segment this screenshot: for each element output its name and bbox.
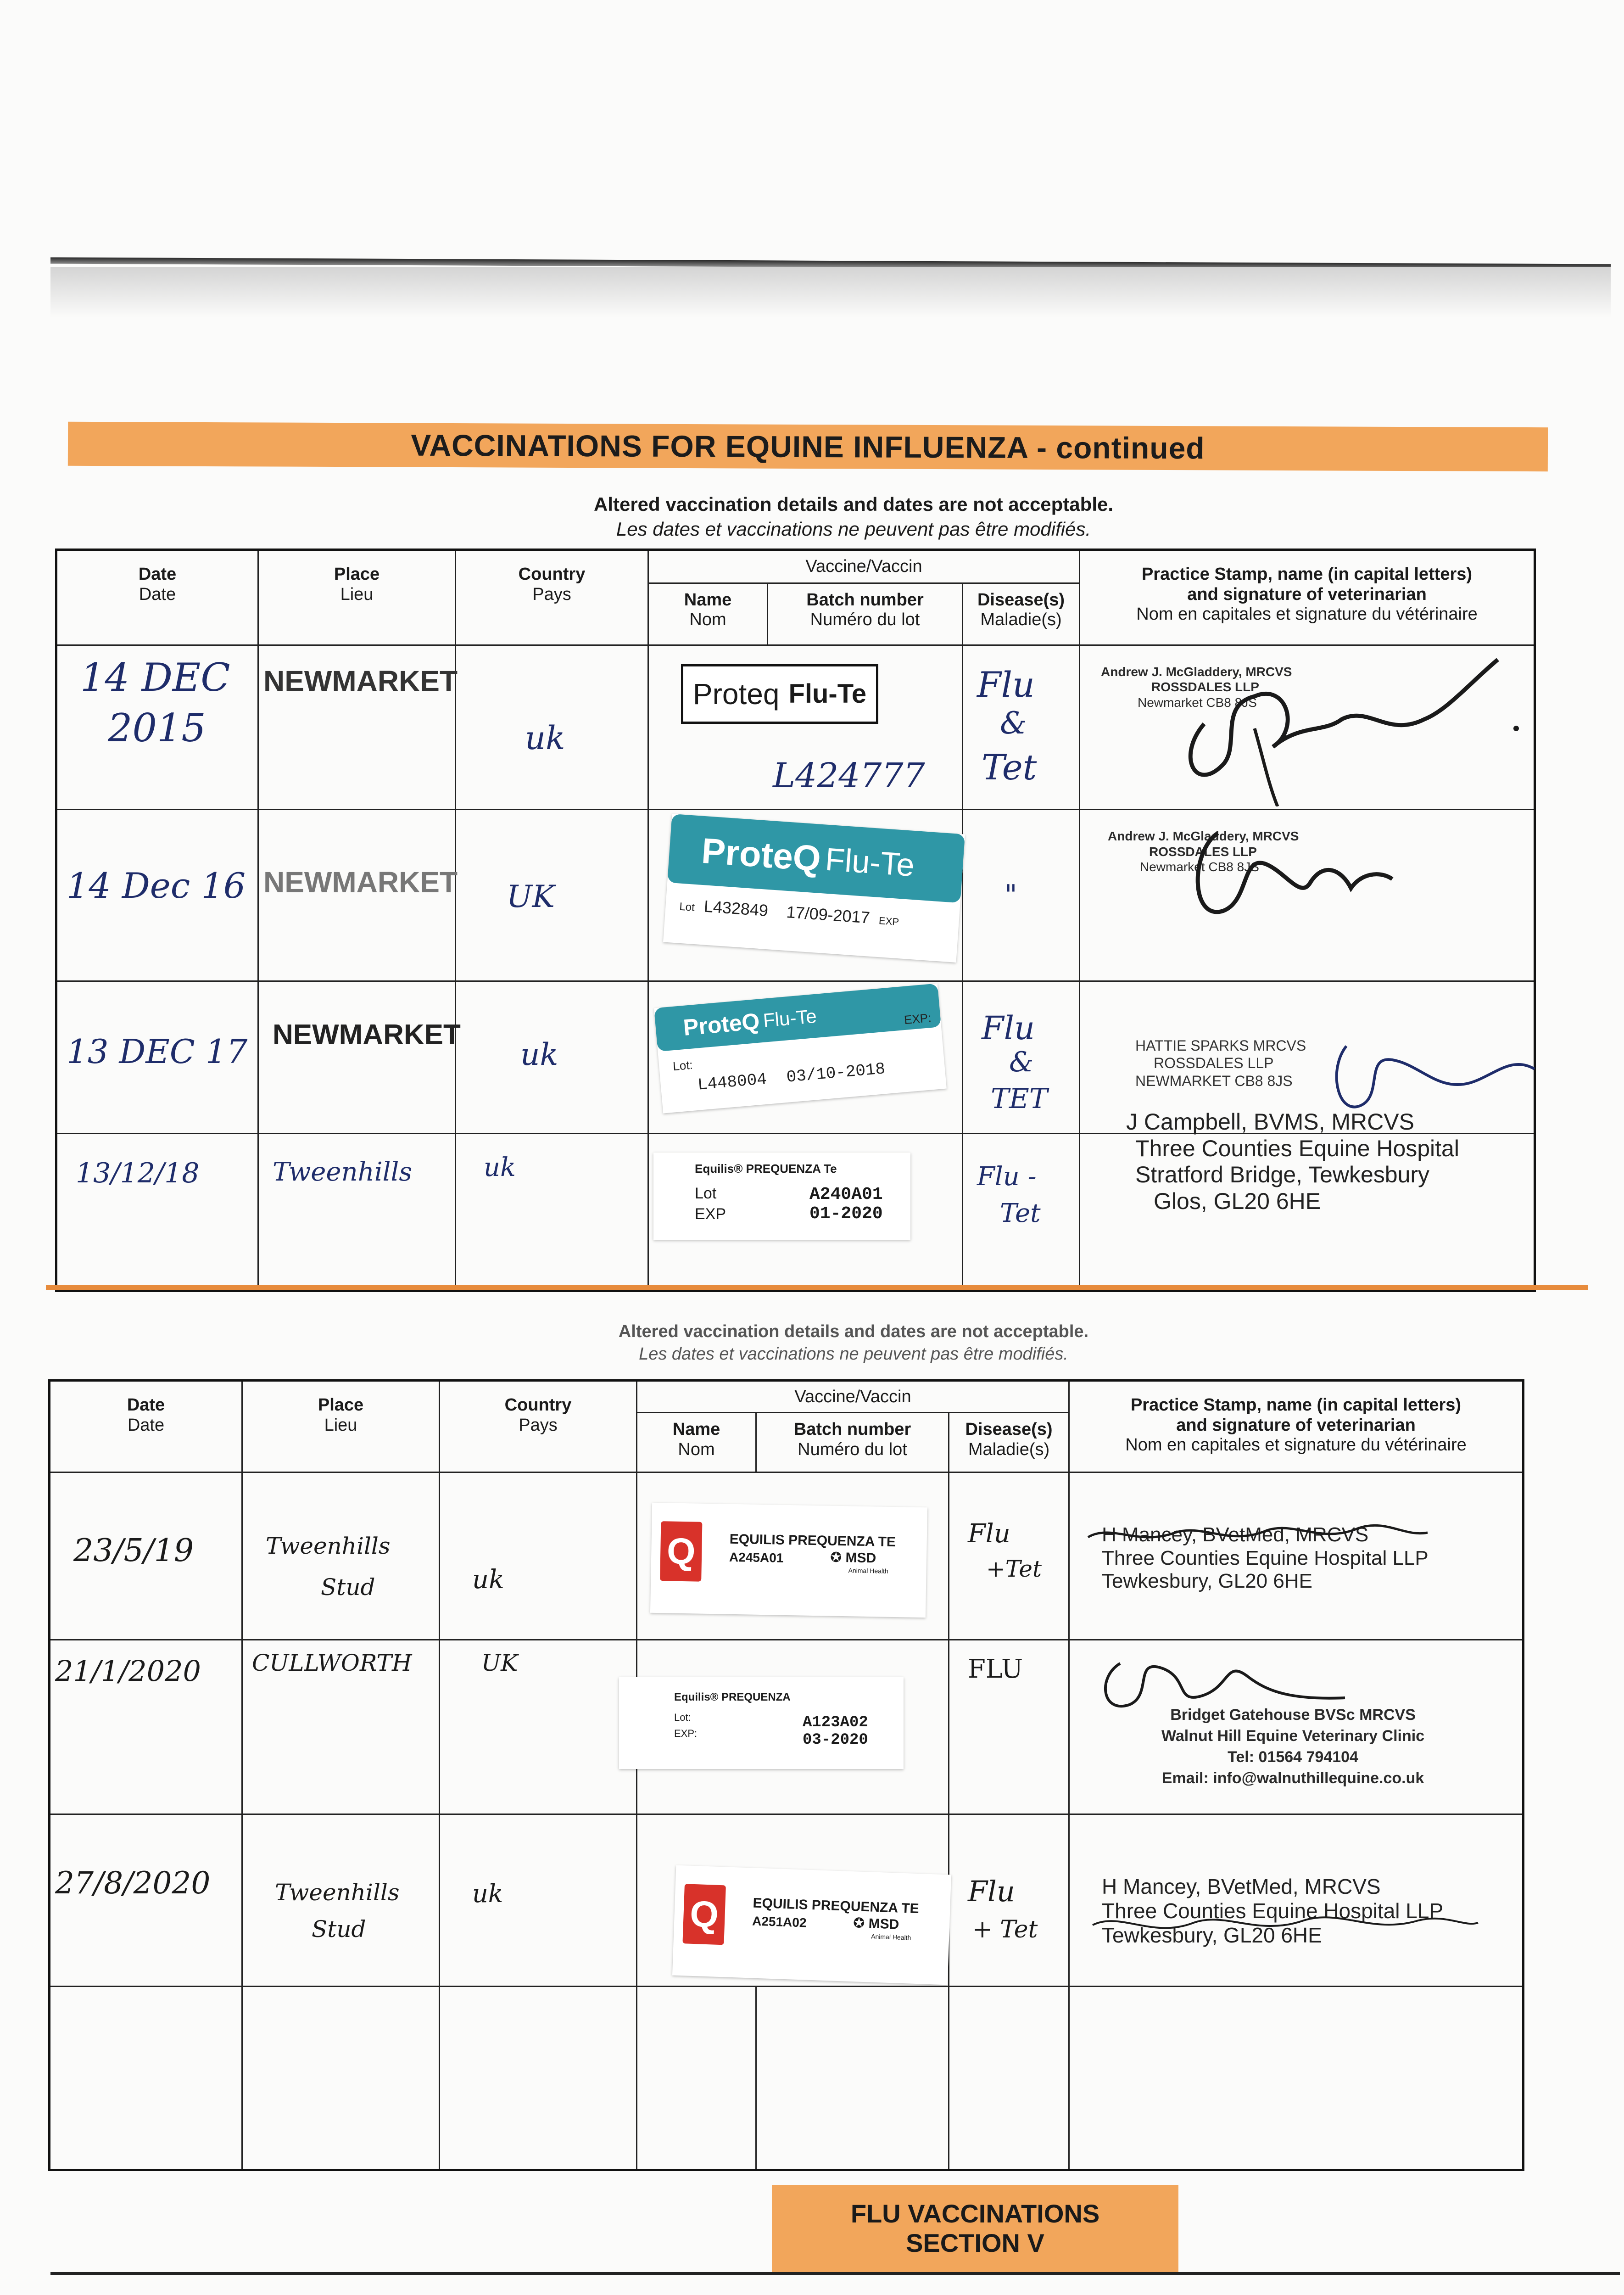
country-header: Country Pays xyxy=(456,550,648,645)
page-fold-shadow xyxy=(50,267,1611,318)
footer-line-2: SECTION V xyxy=(906,2228,1044,2257)
proteq-label-sticker: ProteQ Flu-Te EXP: Lot: L448004 03/10-2018 xyxy=(654,983,947,1113)
alteration-notice xyxy=(413,1322,1294,1364)
place-line-2: Stud xyxy=(321,1574,375,1601)
vet-stamp: Bridget Gatehouse BVSc MRCVS Walnut Hill Equine Veterinary Clinic Tel: 01564 794104 Email: info@walnuthillequine.co.uk xyxy=(1161,1706,1425,1787)
vet-stamp: H Mancey, BVetMed, MRCVS Three Counties Equine Hospital LLP Tewkesbury, GL20 6HE xyxy=(1102,1523,1429,1593)
country-cell xyxy=(440,1987,637,2170)
disease-cell xyxy=(963,981,1080,1133)
equilis-label-sticker: Q EQUILIS PREQUENZA TE A245A01 ✪ MSD Animal Health xyxy=(650,1503,927,1618)
place-cell xyxy=(242,1640,440,1814)
name-header: Name Nom xyxy=(648,583,768,645)
place-stamp: NEWMARKET xyxy=(263,866,458,899)
country-cell xyxy=(440,1814,637,1987)
vet-stamp: Andrew J. McGladdery, MRCVS ROSSDALES LLP Newmarket CB8 8JS xyxy=(1101,664,1292,710)
orange-divider xyxy=(46,1285,1588,1290)
country-cell xyxy=(456,810,648,981)
proteq-name-stamp: Proteq Flu-Te xyxy=(681,664,878,724)
notice-french: Les dates et vaccinations ne peuvent pas être modifiés. xyxy=(639,1344,1068,1364)
vet-signature xyxy=(1083,1519,1432,1556)
section-footer-banner xyxy=(772,2185,1178,2272)
vet-stamp: Andrew J. McGladdery, MRCVS ROSSDALES LLP Newmarket CB8 8JS xyxy=(1108,829,1299,874)
table-row xyxy=(50,1987,1524,2170)
disease-cell xyxy=(963,810,1080,981)
disease-line-2: + Tet xyxy=(972,1916,1038,1943)
vaccine-name-batch-cell xyxy=(637,1472,949,1640)
batch-cell xyxy=(756,1987,949,2170)
table-row xyxy=(56,810,1535,981)
table-row xyxy=(50,1472,1524,1640)
footer-line-1: FLU VACCINATIONS xyxy=(850,2199,1100,2228)
equilis-product-name: Equilis® PREQUENZA xyxy=(674,1691,791,1703)
date-text: 23/5/19 xyxy=(73,1533,194,1569)
table-row xyxy=(56,1134,1535,1291)
vet-stamp: H Mancey, BVetMed, MRCVS Three Counties Equine Hospital LLP Tewkesbury, GL20 6HE xyxy=(1102,1875,1444,1947)
disease-cell xyxy=(949,1987,1069,2170)
date-cell xyxy=(56,981,258,1133)
date-header: Date Date xyxy=(50,1381,242,1472)
country-text: uk xyxy=(525,719,565,757)
disease-line-1: Flu - xyxy=(977,1162,1037,1192)
place-cell xyxy=(242,1987,440,2170)
section-banner xyxy=(68,422,1548,471)
country-cell xyxy=(440,1472,637,1640)
table-row xyxy=(56,645,1535,809)
notice-english: Altered vaccination details and dates are not acceptable. xyxy=(593,493,1114,515)
disease-cell xyxy=(949,1472,1069,1640)
vaccine-name-cell xyxy=(637,1987,756,2170)
equilis-label-sticker: Q EQUILIS PREQUENZA TE A251A02 ✪ MSD Animal Health xyxy=(672,1865,951,1985)
practice-stamp-cell xyxy=(1080,645,1535,809)
disease-line-3: TET xyxy=(991,1082,1048,1115)
practice-stamp-cell xyxy=(1069,1987,1524,2170)
notice-french: Les dates et vaccinations ne peuvent pas être modifiés. xyxy=(616,518,1091,540)
place-cell xyxy=(242,1472,440,1640)
disease-cell xyxy=(949,1814,1069,1987)
equilis-lot: A251A02 xyxy=(752,1914,807,1930)
proteq-lot-line: Lot L432849 17/09-2017 EXP xyxy=(679,896,899,928)
vaccine-header: Vaccine/Vaccin xyxy=(648,550,1080,583)
date-cell xyxy=(50,1987,242,2170)
place-stamp: NEWMARKET xyxy=(273,1019,461,1051)
vet-signature xyxy=(1319,1028,1539,1120)
disease-cell xyxy=(949,1640,1069,1814)
place-cell xyxy=(258,1134,456,1291)
proteq-brand-bar: ProteQ Flu-Te xyxy=(667,814,965,903)
alteration-notice xyxy=(413,493,1294,540)
practice-stamp-cell xyxy=(1069,1640,1524,1814)
country-cell xyxy=(456,645,648,809)
place-line-2: Stud xyxy=(312,1916,366,1942)
country-text: UK xyxy=(507,879,555,914)
vaccine-name-batch-cell xyxy=(637,1814,949,1987)
msd-logo: ✪ MSD xyxy=(853,1915,899,1932)
date-text: 13 DEC 17 xyxy=(67,1032,248,1071)
q-logo-icon: Q xyxy=(682,1884,725,1945)
equilis-exp: 03-2020 xyxy=(803,1731,868,1749)
date-line-1: 14 DEC xyxy=(80,655,230,700)
disease-text: FLU xyxy=(968,1654,1023,1684)
equilis-lot: A245A01 xyxy=(729,1550,784,1565)
disease-header: Disease(s) Maladie(s) xyxy=(963,583,1080,645)
table-row xyxy=(50,1814,1524,1987)
disease-cell xyxy=(963,645,1080,809)
date-header: Date Date xyxy=(56,550,258,645)
date-cell xyxy=(56,810,258,981)
place-text: CULLWORTH xyxy=(252,1650,412,1676)
batch-number: L424777 xyxy=(773,756,925,795)
batch-header: Batch number Numéro du lot xyxy=(756,1413,949,1472)
equilis-product-name: EQUILIS PREQUENZA TE xyxy=(753,1895,920,1917)
place-line-1: Tweenhills xyxy=(266,1533,391,1559)
place-cell xyxy=(258,810,456,981)
country-text: uk xyxy=(484,1153,516,1183)
practice-stamp-cell xyxy=(1080,1109,1535,1291)
msd-logo: ✪ MSD xyxy=(830,1550,876,1566)
name-header: Name Nom xyxy=(637,1413,756,1472)
table-header-row xyxy=(50,1381,1524,1413)
equilis-label-sticker: Equilis® PREQUENZA Lot: EXP: A123A02 03-2020 xyxy=(619,1677,904,1769)
table-row xyxy=(50,1640,1524,1814)
date-text: 13/12/18 xyxy=(76,1157,200,1190)
country-cell xyxy=(456,1134,648,1291)
vaccine-header: Vaccine/Vaccin xyxy=(637,1381,1069,1413)
place-cell xyxy=(258,645,456,809)
date-cell xyxy=(56,1134,258,1291)
banner-title: VACCINATIONS FOR EQUINE INFLUENZA - continued xyxy=(411,428,1205,465)
date-line-2: 2015 xyxy=(108,705,206,750)
disease-line-2: Tet xyxy=(1000,1198,1041,1229)
equilis-lot: A123A02 xyxy=(803,1714,868,1731)
batch-header: Batch number Numéro du lot xyxy=(768,583,963,645)
date-cell xyxy=(50,1640,242,1814)
disease-line-1: Flu xyxy=(968,1519,1010,1549)
proteq-brand-bar: ProteQ Flu-Te EXP: xyxy=(654,983,941,1052)
date-cell xyxy=(50,1472,242,1640)
q-logo-icon: Q xyxy=(660,1521,702,1582)
disease-line-2: & xyxy=(1000,705,1027,741)
equilis-lot: A240A01 xyxy=(809,1185,883,1205)
country-text: UK xyxy=(481,1650,518,1676)
disease-line-2: & xyxy=(1009,1046,1034,1078)
proteq-label-sticker xyxy=(663,814,965,963)
country-header: Country Pays xyxy=(440,1381,637,1472)
date-cell xyxy=(50,1814,242,1987)
date-cell xyxy=(56,645,258,809)
vet-signature xyxy=(1163,815,1401,929)
country-text: uk xyxy=(520,1036,558,1072)
vet-signature xyxy=(1149,655,1535,806)
practice-stamp-cell xyxy=(1080,810,1535,981)
country-cell xyxy=(440,1640,637,1814)
vaccination-table-1 xyxy=(55,549,1536,1292)
practice-stamp-header: Practice Stamp, name (in capital letters) and signature of veterinarian Nom en capitales et signature du vétérinaire xyxy=(1069,1381,1524,1472)
vet-stamp: HATTIE SPARKS MRCVS ROSSDALES LLP NEWMARKET CB8 8JS xyxy=(1135,1037,1306,1089)
place-header: Place Lieu xyxy=(242,1381,440,1472)
place-cell xyxy=(258,981,461,1133)
vaccine-name-batch-cell xyxy=(637,1640,949,1814)
notice-english: Altered vaccination details and dates are not acceptable. xyxy=(618,1322,1089,1341)
vet-signature xyxy=(1088,1907,1483,1943)
disease-line-1: Flu xyxy=(968,1875,1015,1908)
place-line-1: Tweenhills xyxy=(275,1879,400,1906)
country-text: uk xyxy=(472,1879,503,1908)
country-cell xyxy=(456,981,648,1133)
disease-cell xyxy=(963,1134,1080,1291)
proteq-lot-line: L448004 03/10-2018 xyxy=(697,1059,886,1095)
place-cell xyxy=(242,1814,440,1987)
equilis-exp: 01-2020 xyxy=(809,1204,883,1224)
disease-line-1: Flu xyxy=(982,1009,1035,1047)
practice-stamp-cell xyxy=(1069,1472,1524,1640)
vaccine-name-batch-cell xyxy=(648,810,963,981)
disease-header: Disease(s) Maladie(s) xyxy=(949,1413,1069,1472)
vaccine-name-batch-cell xyxy=(648,645,963,809)
vet-stamp: J Campbell, BVMS, MRCVS Three Counties Equine Hospital Stratford Bridge, Tewkesbury Glos, GL20 6HE xyxy=(1126,1109,1459,1214)
table-header-row xyxy=(56,550,1535,583)
disease-line-3: Tet xyxy=(982,746,1037,788)
place-stamp: NEWMARKET xyxy=(263,664,458,698)
place-header: Place Lieu xyxy=(258,550,456,645)
vaccination-table-2 xyxy=(48,1379,1524,2171)
equilis-label-sticker: Equilis® PREQUENZA Te Lot EXP A240A01 01-2020 xyxy=(653,1153,910,1240)
date-text: 14 Dec 16 xyxy=(67,865,246,906)
disease-line-1: Flu xyxy=(977,664,1035,705)
vaccine-name-batch-cell xyxy=(648,1134,963,1291)
vaccine-name-batch-cell xyxy=(648,981,963,1133)
practice-stamp-cell xyxy=(1069,1814,1524,1987)
date-text: 21/1/2020 xyxy=(55,1654,201,1688)
place-text: Tweenhills xyxy=(273,1157,413,1187)
practice-stamp-header: Practice Stamp, name (in capital letters) and signature of veterinarian Nom en capitales et signature du vétérinaire xyxy=(1080,550,1535,645)
date-text: 27/8/2020 xyxy=(55,1865,211,1901)
equilis-product-name: Equilis® PREQUENZA Te xyxy=(695,1162,837,1176)
disease-ditto: " xyxy=(1005,879,1017,911)
page-bottom-rule xyxy=(50,2272,1620,2275)
country-text: uk xyxy=(472,1565,504,1595)
disease-line-2: +Tet xyxy=(986,1556,1042,1582)
equilis-product-name: EQUILIS PREQUENZA TE xyxy=(729,1531,896,1550)
